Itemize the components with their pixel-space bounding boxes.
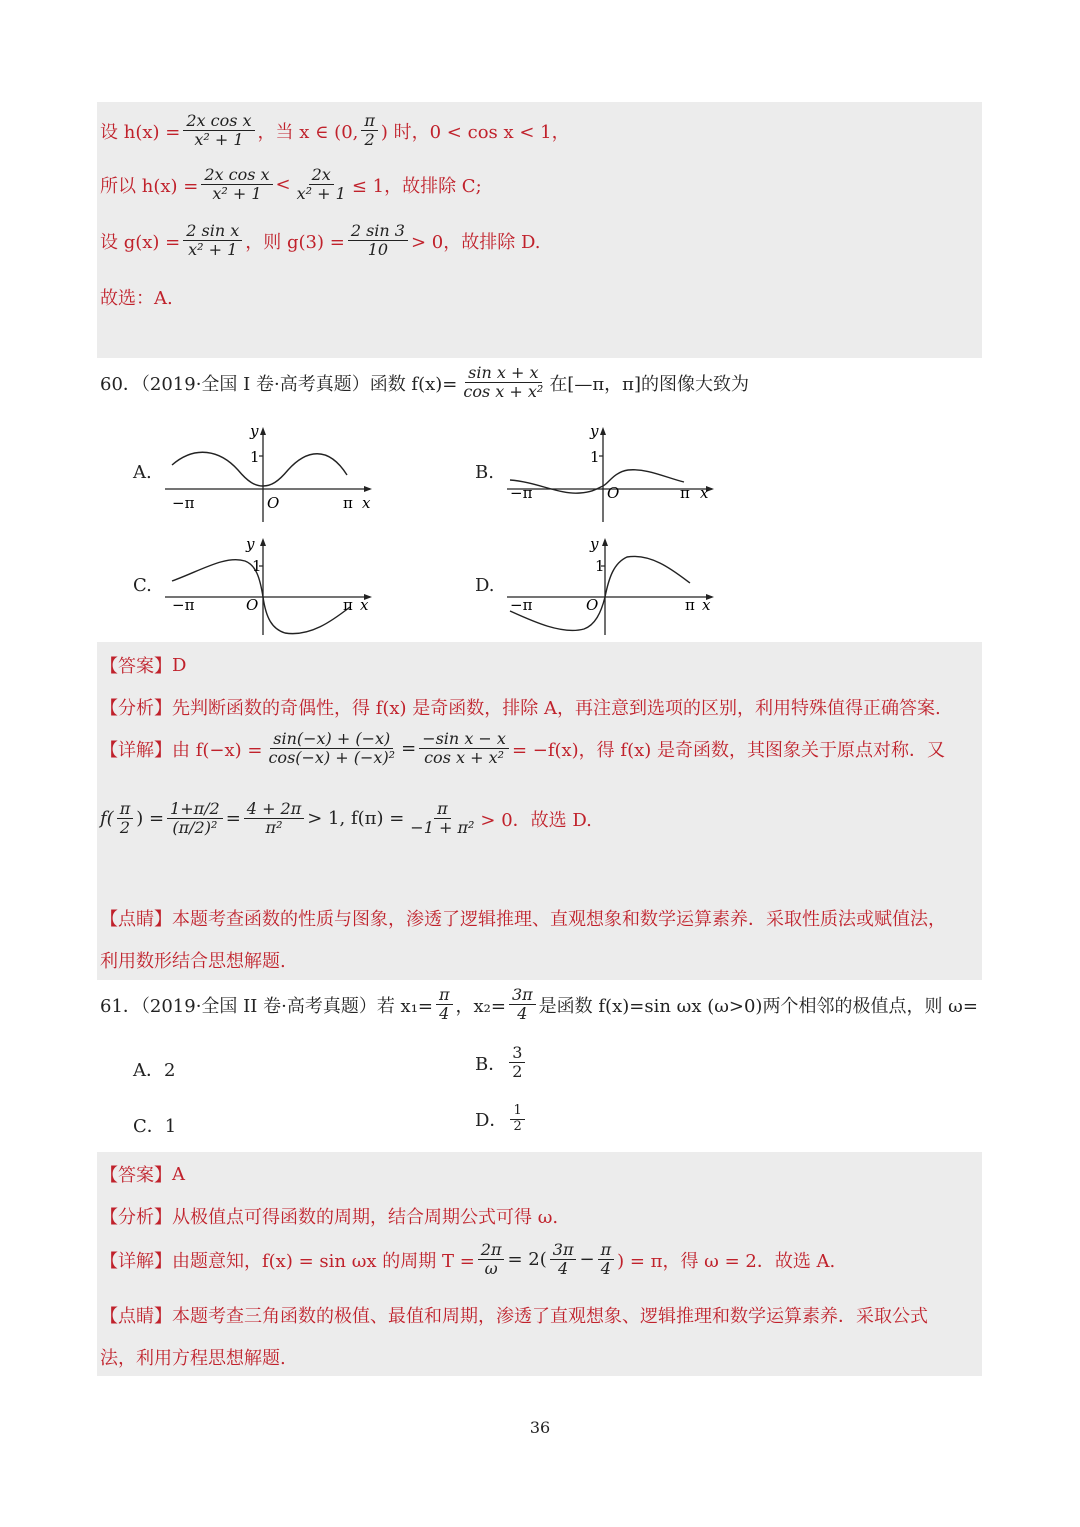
tick-pi: π [343,494,353,512]
text: 所以 h(x) = [100,175,199,197]
text: 设 g(x) = [100,231,181,253]
q61-option-b: B． $\frac{3}{2}$ [475,1044,528,1082]
q60-answer: 【答案】 D [100,654,187,677]
graph-d [502,533,722,638]
prev-line-4 [100,284,173,310]
fraction: $\frac{2 \sin 3}{10}$ [348,222,408,260]
fraction: $\frac{1+\pi/2}{\text{(π/2)²}}$ [167,800,223,838]
origin-label: O [246,596,259,614]
fraction: $\frac{\pi}{2}$ [117,800,134,838]
origin-label: O [607,484,620,502]
graph-b [502,420,722,525]
fraction: $\frac{3\pi}{4}$ [509,986,536,1024]
graph-a [160,420,380,525]
fraction: $\frac{4 + 2\pi}{\text{π²}}$ [244,800,304,838]
text: > 0，故排除 D. [410,231,541,253]
q61-analysis: 【分析】 从极值点可得函数的周期，结合周期公式可得 ω. [100,1207,559,1228]
q61-option-c: C．1 [133,1116,177,1137]
text: ，当 x ∈ (0, [257,121,359,143]
fraction: $\frac{\text{sin x + x}}{\text{cos x + x²}}$ [463,363,544,402]
tick-1: 1 [252,557,262,575]
tick-pi: π [343,596,353,614]
q61-comment-line-1: 【点睛】 本题考查三角函数的极值、最值和周期，渗透了直观想象、逻辑推理和数学运算素养．采取公式 [100,1306,928,1327]
text: 故选：A. [100,288,173,309]
fraction: $\frac{1}{2}$ [510,1104,524,1135]
option-label-a: A. [133,462,152,483]
text: ≤ 1，故排除 C; [351,175,482,197]
tick-1: 1 [590,448,600,466]
fraction: $\frac{\sin(-x) + (-x)}{\text{cos(−x) + (−x)²}}$ [268,729,396,768]
q60-comment-line-1: 【点睛】 本题考查函数的性质与图象，渗透了逻辑推理、直观想象和数学运算素养．采取性质法或赋值法， [100,909,946,930]
prev-line-2 [100,166,482,204]
x-axis-label: x [700,484,709,502]
question-60-stem: 60．（2019·全国 I 卷·高考真题）函数 f(x)= $\frac{\text{sin x + x}}{\text{cos x + x²}}$ 在[—π，π]的图像大致为 [100,363,750,402]
fraction: $\frac{\pi}{\text{−1 + π²}}$ [410,799,475,838]
fraction: $\frac{3}{2}$ [509,1044,525,1082]
q61-option-a: A．2 [133,1060,176,1081]
question-61-stem: 61．（2019·全国 II 卷·高考真题）若 x₁= $\frac{\pi}{4}$ ，x₂= $\frac{3\pi}{4}$ 是函数 f(x)=sin ωx (ω>0)两个相邻的极值点，则 ω= [100,985,978,1024]
y-axis-label: y [250,422,259,440]
x-axis-label: x [360,596,369,614]
x-axis-label: x [362,494,371,512]
prev-line-1 [100,112,570,150]
option-label-c: C. [133,575,152,596]
origin-label: O [586,596,599,614]
x-axis-label: x [702,596,711,614]
option-label-d: D. [475,575,495,596]
tick-neg-pi: −π [510,596,533,614]
tick-neg-pi: −π [172,596,195,614]
tick-pi: π [685,596,695,614]
fraction: $\frac{\text{2 sin x}}{\text{x² + 1}}$ [183,222,242,260]
fraction: $\frac{\text{−sin x − x}}{\text{cos x + x²}}$ [419,730,509,768]
fraction: $\frac{\pi}{2}$ [361,112,378,150]
text: ) 时，0 < cos x < 1， [380,121,570,143]
prev-line-3 [100,222,540,260]
option-label-b: B. [475,462,494,483]
q60-analysis: 【分析】 先判断函数的奇偶性，得 f(x) 是奇函数，排除 A，再注意到选项的区别，利用特殊值得正确答案. [100,698,941,719]
y-axis-label: y [590,422,599,440]
page-number: 36 [529,1418,551,1437]
tick-neg-pi: −π [510,484,533,502]
q60-detail-line-2: f( $\frac{\pi}{2}$ ) = $\frac{1+\pi/2}{\text{(π/2)²}}$ = $\frac{4 + 2\pi}{\text{π²}}$ > 1, f(π) = $\frac{\pi}{\text{−1 + π²}}$ > 0．故选 D. [100,799,592,838]
q61-option-d: D． $\frac{1}{2}$ [475,1104,528,1135]
tick-pi: π [680,484,690,502]
fraction: $\frac{\text{2x cos x}}{\text{x² + 1}}$ [201,166,272,204]
fraction: $\frac{\text{2x cos x}}{\text{x² + 1}}$ [183,112,254,150]
y-axis-label: y [590,535,599,553]
text: 设 h(x) = [100,121,181,143]
q61-comment-line-2: 法，利用方程思想解题. [100,1348,286,1369]
tick-neg-pi: −π [172,494,195,512]
text: < [275,174,291,196]
y-axis-label: y [246,535,255,553]
q60-comment-line-2: 利用数形结合思想解题. [100,951,286,972]
origin-label: O [267,494,280,512]
fraction: $\frac{2x}{\text{x² + 1}}$ [296,165,346,204]
fraction: $\frac{\pi}{4}$ [436,986,453,1024]
graph-c [160,533,380,638]
fraction: $\frac{3\pi}{4}$ [550,1241,577,1279]
fraction: $\frac{2\pi}{\omega}$ [478,1241,505,1279]
fraction: $\frac{\pi}{4}$ [598,1241,615,1279]
tick-1: 1 [595,557,605,575]
q60-detail-line-1: 【详解】 由 f(−x) = $\frac{\sin(-x) + (-x)}{\text{cos(−x) + (−x)²}}$ = $\frac{\text{−sin x − x}}{\text{cos x + x²}}$ = −f(x)，得 f(x) 是奇函数，其图象关于原点对称．又 [100,729,945,768]
text: ，则 g(3) = [245,231,345,253]
tick-1: 1 [250,448,260,466]
q61-detail: 【详解】 由题意知，f(x) = sin ωx 的周期 T = $\frac{2\pi}{\omega}$ = 2( $\frac{3\pi}{4}$ − $\frac{\pi}{4}$ ) = π，得 ω = 2．故选 A. [100,1240,836,1279]
q61-answer: 【答案】 A [100,1163,185,1186]
